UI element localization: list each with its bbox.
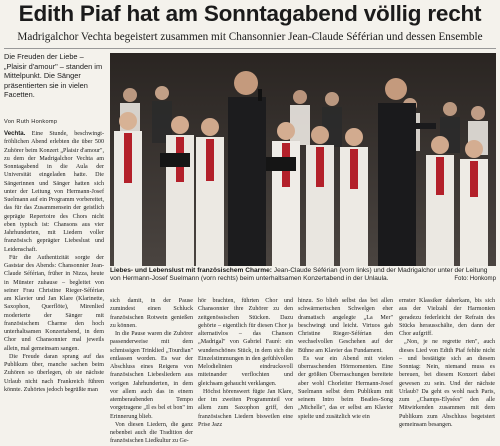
photo-credit: Foto: Honkomp [454,275,496,283]
paragraph: sich damit, in der Pause zumindest einen Schluck französischen Rotwein genießen zu können. [110,298,193,329]
article-column-4 [298,297,393,431]
paragraph: Die Freude daran sprang auf das Publikum über, manche sachen beim Zuhören so überlegen, ob sie nächste Urlaub nicht nach Frankreich führen könnte. Zuhörtes jedoch begrüßte man [4,353,104,393]
paragraph: „Non, je ne regrette rien", auch dieses Lied von Edith Piaf fehlte nicht – und bestätigte sich an diesem Sonntag: Nein, niemand muss es bereuen, bei diesem Konzert dabei gewesen zu sein. Und der nächste Urlaub? Da geht es wohl nach Paris, zum „Champs-Elysées" den alle Mitwirkenden zusammen mit dem Publikum zum Abschluss begeistert gemeinsam besangen. [399,339,495,428]
paragraph: ernster Klassiker daherkam, bis sich aus der Vielzahl der Harmonien geradezu federleicht der Refrain des Stücks herausschälte, den dann der Chor aufgriff. [399,298,495,337]
photo-caption [110,267,496,284]
caption-lead: Liebes- und Lebenslust mit französischem Charme: [110,267,272,274]
paragraph: hör brachten, führten Chor und Chansonnier ihre Zuhörer zu den zeitgenössischen Stücken. Dazu gehörte – eigentlich für diesen Chor ja alternativlos – das Chanson „Madrigal" von Gabriel Fauré: ein wunderschönes Stück, in dem sich die Einzelstimmungen in den gefühlvollen Melodielinien eindrucksvoll miteinander verflochten und gleichsam gehaucht verklangen. [198,298,293,387]
article-column-5 [399,297,495,431]
paragraph: Für die Authentizität sorgte der Gaststar des Abends: Chansonnier Jean-Claude Séférian, früher in Nizza, heute in Münster zuhause – begleitet von seiner Frau Christine Rieger-Séférian am Klavier und Jan Klare (Klarinette, Saxophon, Querflöte), Mirenlied moderierte der Sänger mit französischem Charme den hoch unterhaltsamen Konzertabend, in dem Chor und Chansonnier mal jeweils allein, mal gemeinsam sangen. [4,254,104,352]
article-column-3 [198,297,293,431]
article-column-1 [4,130,104,431]
teaser: Die Freuden der Liebe – „Plaisir d'amour" – standen im Mittelpunkt. Die Sänger präsentierten sie in vielen Facetten. [4,52,103,100]
paragraph: hinzu. So blieb selbst das bei allen schwärmerischen Schwelgen eher dramatisch angelegte „La Mer" beschwingt und leicht. Virtuos gab Christine Rieger-Séférian den wechselvollen Geschehen auf der Bühne am Klavier das Fundament. [298,298,393,354]
headline: Edith Piaf hat am Sonntagabend völlig recht [18,1,482,26]
paragraph: Höchst hörenswert fügte Jan Klare, der im zweiten Programmteil vor allem zum Saxophon griff, den französischen Liedern bisweilen eine Prise Jazz [198,388,293,428]
paragraph: In die Pause waren die Zuhörer passenderweise mit dem schmissigen Trinklied „Tourdian" entlassen worden. Es war der Abschluss eines Reigens von französischen Liebesliedern aus vorigen Jahrhunderten, in dem vor allem auch das in einem atemberaubenden Tempo vorgetragene „Il es bel et bon" im Erinnerung blieb. [110,331,193,420]
dateline: Vechta. [4,130,26,137]
paragraph: Von diesen Liedern, die ganz nebenbei auch die Tradition der französischen Liedkultur zu Ge- [110,421,193,445]
concert-photo-image [110,53,496,266]
subheadline: Madrigalchor Vechta begeistert zusammen mit Chansonnier Jean-Claude Séférian und dessen Ensemble [17,31,483,43]
caption-text: Jean-Claude Séférian (vorn links) und der Madrigalchor unter der Leitung von Hermann-Josef Suelmann (vorn rechts) beim unterhaltsamen Konzertabend in der Unlaula. [110,267,488,283]
article-column-2 [110,297,193,445]
paragraph: Es war ein Abend mit vielen überraschenden Hörmomenten. Eine der größten Überraschungen bereitete aber wohl Chorleiter Hermann-Josef Suelmann selbst dem Publikum mit seinem Intro beim Beatles-Song „Michelle", das er selbst am Klavier spielte und zusätzlich wie ein [298,355,393,420]
paragraph: Vechta. Eine Stunde, beschwingt-fröhlichen Abend erlebten die über 500 Zuhörer beim Konzert „Plaisir d'amour", zu dem der Madrigalchor Vechta am Sonntagabend in die Aula der Universität eingeladen hatte. Die Sängerinnen und Sänger hatten sich unter der Leitung von Hermann-Josef Suelmann auf ein Programm vorbereitet, das für das Zusammensein der geistlich geprägte Repertoire des Chors nicht eben typisch ist: Chansons aus vier Jahrhunderten, mit Liedern voller französisch geprägter Liebeslust und Leidenschaft. [4,130,104,253]
divider [4,48,496,49]
byline: Von Ruth Honkomp [4,119,58,125]
concert-photo [110,53,496,266]
